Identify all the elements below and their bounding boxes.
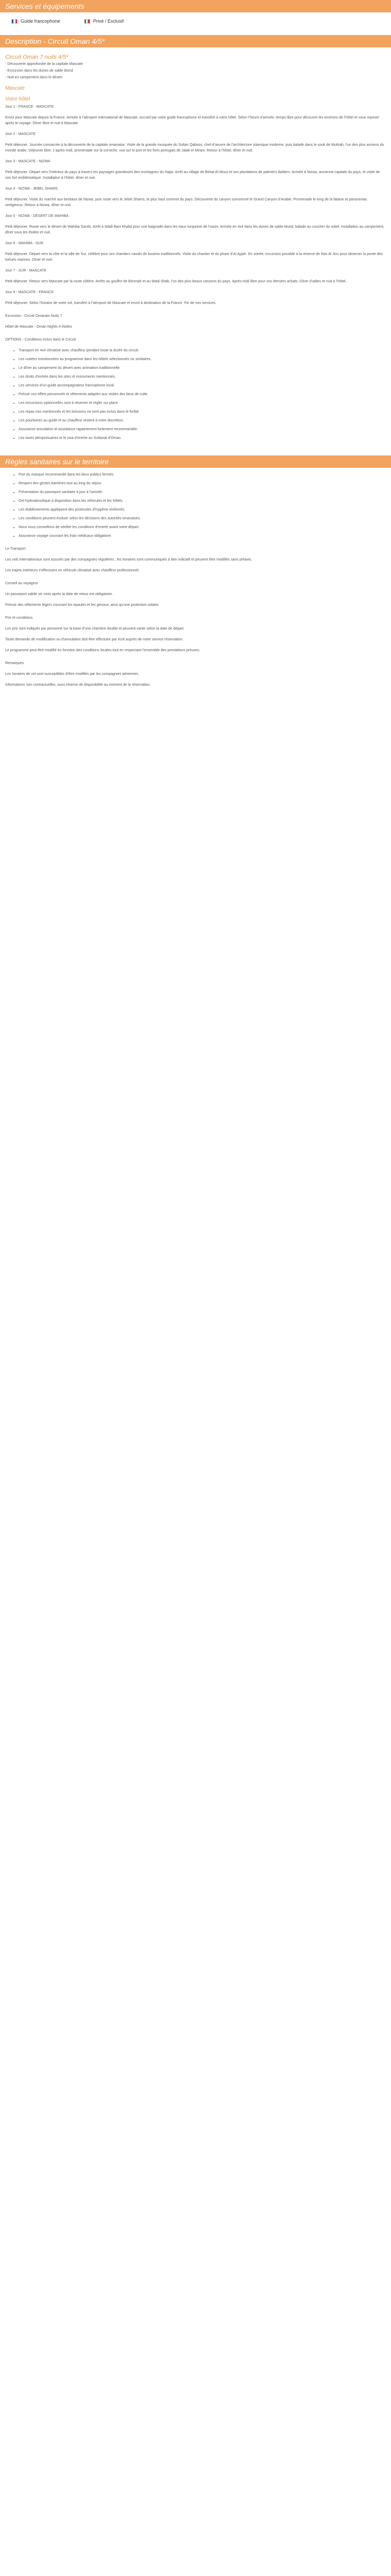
section-title: Conseil au voyageur bbox=[5, 582, 38, 585]
list-item: • Les excursions optionnelles sont à réserver et régler sur place. bbox=[19, 400, 386, 406]
page bbox=[0, 0, 391, 697]
list-item: • Le dîner au campement du désert avec animation traditionnelle. bbox=[19, 365, 386, 371]
rules-band bbox=[0, 455, 391, 468]
excursion-note: Excursion - Circuit Omanais Nuits 7 bbox=[5, 314, 62, 318]
rules-list bbox=[5, 472, 386, 539]
section-title: Prix et conditions bbox=[5, 616, 33, 620]
section-paragraph: Informations non contractuelles, sous réserve de disponibilité au moment de la réservation. bbox=[5, 683, 151, 687]
day-7 bbox=[5, 268, 386, 284]
tab-label: Guide francophone bbox=[21, 19, 60, 24]
list-item: • Prévoir vos effets personnels et vêtements adaptés aux visites des lieux de culte. bbox=[19, 392, 386, 397]
services-title: Services et équipements bbox=[5, 2, 85, 10]
section-title: Le Transport bbox=[5, 547, 26, 551]
day-title: Jour 2 - MASCATE bbox=[5, 132, 36, 136]
description-band bbox=[0, 35, 391, 47]
section-paragraph: Un passeport valide six mois après la date de retour est obligatoire. bbox=[5, 592, 113, 596]
day-3 bbox=[5, 159, 386, 181]
day-8 bbox=[5, 290, 386, 306]
day-6 bbox=[5, 241, 386, 263]
hotel-label: Hôtel de Mascate - Oman Nights 4 étoiles bbox=[5, 325, 72, 329]
section-paragraph: Prévoir des vêtements légers couvrant les épaules et les genoux, ainsi qu’une protection solaire. bbox=[5, 603, 159, 607]
list-item: • Assurance voyage couvrant les frais médicaux obligatoire. bbox=[19, 533, 386, 539]
day-4 bbox=[5, 186, 386, 208]
section-prix bbox=[5, 615, 386, 653]
list-item: • Nous vous conseillons de vérifier les conditions d’entrée avant votre départ. bbox=[19, 524, 386, 530]
section-paragraph: Les trajets intérieurs s’effectuent en véhicule climatisé avec chauffeur professionnel. bbox=[5, 569, 140, 572]
day-text: Petit déjeuner. Route vers le désert de Wahiba Sands. Arrêt à Wadi Bani Khalid pour une baignade dans les eaux turquoise de l’oasis. Arrivée en 4x4 dans les dunes de sable blond, balade au coucher du soleil. Installation au campement, dîner sous les étoiles et nuit. bbox=[5, 225, 384, 234]
day-text: Petit déjeuner. Visite du marché aux bestiaux de Nizwa, puis route vers le Jebel Shams, le plus haut sommet du pays. Découverte du canyon surnommé le Grand Canyon d’Arabie. Promenade le long de la falaise et panoramas vertigineux. Retour à Nizwa, dîner et nuit. bbox=[5, 198, 367, 207]
section-paragraph: Les horaires de vol sont susceptibles d’être modifiés par les compagnies aériennes. bbox=[5, 672, 139, 676]
list-item: • Les conditions peuvent évoluer selon les décisions des autorités omanaises. bbox=[19, 516, 386, 521]
options-title: OPTIONS - Conditions inclus dans le Circuit bbox=[5, 338, 76, 342]
day-title: Jour 3 - MASCATE - NIZWA bbox=[5, 160, 51, 163]
list-item: • Les services d’un guide accompagnateur francophone local. bbox=[19, 383, 386, 388]
list-item: • Les pourboires au guide et au chauffeur restent à votre discrétion. bbox=[19, 418, 386, 423]
day-text: Petit déjeuner. Retour vers Mascate par la route côtière. Arrêts au gouffre de Bimmah et au Wadi Shab, l’un des plus beaux canyons du pays. Après-midi libre pour vos derniers achats. Dîner d’adieu et nuit à l’hôtel. bbox=[5, 280, 347, 283]
list-item: • Transport en 4x4 climatisé avec chauffeur pendant toute la durée du circuit. bbox=[19, 348, 386, 353]
day-text: Petit déjeuner. Journée consacrée à la découverte de la capitale omanaise. Visite de la grande mosquée du Sultan Qaboos, chef-d’œuvre de l’architecture islamique moderne, puis balade dans le souk de Muttrah, l’un des plus anciens du monde arabe. Déjeuner libre. L’après-midi, promenade sur la corniche, vue sur le port et les forts portugais de Jalali et Mirani. Retour à l’hôtel, dîner et nuit. bbox=[5, 143, 384, 152]
day-title: Jour 5 - NIZWA - DÉSERT DE WAHIBA bbox=[5, 214, 69, 218]
intro-line: - Excursion dans les dunes de sable blond bbox=[5, 69, 73, 73]
list-item: • Les taxes aéroportuaires et le visa d’entrée au Sultanat d’Oman. bbox=[19, 435, 386, 441]
list-item: • Les repas non mentionnés et les boissons ne sont pas inclus dans le forfait. bbox=[19, 409, 386, 415]
options-list bbox=[5, 348, 386, 441]
services-band bbox=[0, 0, 391, 12]
list-item: • Les établissements appliquent des protocoles d’hygiène renforcés. bbox=[19, 507, 386, 513]
description-content bbox=[0, 47, 391, 450]
circuit-title: Circuit Oman 7 nuits 4/5* bbox=[5, 54, 69, 60]
description-title: Description - Circuit Oman 4/5* bbox=[5, 37, 105, 45]
section-title: Remarques bbox=[5, 662, 24, 665]
list-item: • Les nuitées mentionnées au programme dans les hôtels sélectionnés ou similaires. bbox=[19, 357, 386, 362]
intro-line: - Nuit en campement dans le désert bbox=[5, 76, 62, 79]
day-2 bbox=[5, 131, 386, 154]
day-text: Petit déjeuner. Départ vers la côte et la ville de Sur, célèbre pour ses chantiers navals de boutres traditionnels. Visite du chantier et du phare d’Al Ayjah. En soirée, excursion possible à la réserve de Ras Al Jinz pour observer la ponte des tortues marines. Dîner et nuit. bbox=[5, 252, 383, 262]
day-title: Jour 8 - MASCATE - FRANCE bbox=[5, 291, 54, 294]
intro-line: - Découverte approfondie de la capitale Mascate bbox=[5, 62, 83, 66]
section-conseil bbox=[5, 581, 386, 608]
mascate-heading: Mascate bbox=[5, 86, 25, 91]
day-text: Envol pour Mascate depuis la France. Arrivée à l’aéroport international de Mascate, accueil par votre guide francophone et transfert à votre hôtel. Selon l’heure d’arrivée, temps libre pour découvrir les environs de l’hôtel et vous reposer après le voyage. Dîner libre et nuit à Mascate. bbox=[5, 116, 380, 125]
italian-flag-icon bbox=[84, 19, 90, 24]
tab-guide-francophone[interactable] bbox=[11, 19, 60, 24]
list-item: • Port du masque recommandé dans les lieux publics fermés. bbox=[19, 472, 386, 478]
list-item: • Assurance annulation et assistance rapatriement fortement recommandée. bbox=[19, 427, 386, 432]
day-title: Jour 7 - SUR - MASCATE bbox=[5, 269, 46, 273]
section-paragraph: Toute demande de modification ou d’annulation doit être effectuée par écrit auprès de notre service réservation. bbox=[5, 638, 184, 641]
day-5 bbox=[5, 213, 386, 235]
section-paragraph: Le programme peut être modifié en fonction des conditions locales tout en respectant l’ensemble des prestations prévues. bbox=[5, 649, 200, 652]
day-title: Jour 1 - FRANCE - MASCATE bbox=[5, 105, 54, 109]
day-title: Jour 6 - WAHIBA - SUR bbox=[5, 242, 43, 245]
list-item: • Présentation du passeport sanitaire à jour à l’arrivée. bbox=[19, 489, 386, 495]
list-item: • Gel hydroalcoolique à disposition dans les véhicules et les hôtels. bbox=[19, 498, 386, 504]
list-item: • Les droits d’entrée dans les sites et monuments mentionnés. bbox=[19, 374, 386, 380]
tab-prive-exclusif[interactable] bbox=[84, 19, 124, 24]
hotel-heading: Votre hôtel bbox=[5, 96, 30, 102]
intro-lines bbox=[5, 61, 386, 80]
section-transport bbox=[5, 546, 386, 573]
day-title: Jour 4 - NIZWA - JEBEL SHAMS bbox=[5, 187, 58, 191]
section-paragraph: Les prix sont indiqués par personne sur la base d’une chambre double et peuvent varier selon la date de départ. bbox=[5, 627, 185, 631]
rules-content bbox=[0, 468, 391, 697]
day-text: Petit déjeuner. Selon l’horaire de votre vol, transfert à l’aéroport de Mascate et envol à destination de la France. Fin de nos services. bbox=[5, 301, 217, 305]
list-item: • Respect des gestes barrières tout au long du séjour. bbox=[19, 481, 386, 486]
tab-label: Privé / Exclusif bbox=[93, 19, 124, 24]
day-text: Petit déjeuner. Départ vers l’intérieur du pays à travers les paysages grandioses des montagnes du Hajar. Arrêt au village de Birkat Al Mouz et ses plantations de palmiers dattiers. Arrivée à Nizwa, ancienne capitale du pays, et visite de son fort emblématique. Installation à l’hôtel, dîner et nuit. bbox=[5, 171, 380, 180]
day-1 bbox=[5, 104, 386, 126]
french-flag-icon bbox=[11, 19, 18, 24]
section-remarques bbox=[5, 660, 386, 688]
section-paragraph: Les vols internationaux sont assurés par des compagnies régulières ; les horaires sont communiqués à titre indicatif et peuvent être modifiés sans préavis. bbox=[5, 558, 252, 562]
rules-title: Règles sanitaires sur le territoire bbox=[5, 457, 109, 466]
guide-tabs bbox=[0, 12, 391, 30]
